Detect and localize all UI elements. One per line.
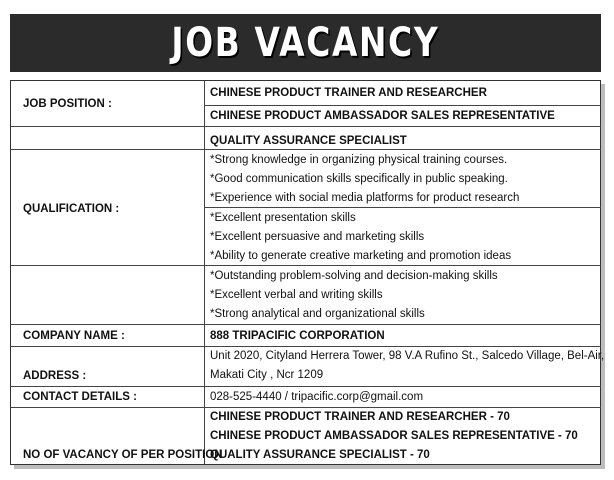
address-line: Makati City , Ncr 1209 [210, 369, 324, 381]
vacancy-count-item: CHINESE PRODUCT TRAINER AND RESEARCHER - 70 [210, 411, 510, 423]
job-position-label: JOB POSITION : [23, 98, 112, 110]
qualification-item: *Experience with social media platforms for product research [210, 192, 520, 204]
row-divider [204, 207, 601, 208]
row-divider [11, 324, 601, 325]
contact-details-value: 028-525-4440 / tripacific.corp@gmail.com [210, 391, 424, 403]
row-divider [11, 265, 601, 266]
qualification-item: *Strong analytical and organizational skills [210, 308, 425, 320]
address-label: ADDRESS : [23, 370, 87, 382]
qualification-item: *Outstanding problem-solving and decision-making skills [210, 270, 498, 282]
vacancy-count-item: CHINESE PRODUCT AMBASSADOR SALES REPRESENTATIVE - 70 [210, 430, 578, 442]
title-banner [10, 14, 601, 72]
vacancy-table [10, 80, 605, 465]
qualification-label: QUALIFICATION : [23, 203, 120, 215]
qualification-item: *Good communication skills specifically in public speaking. [210, 173, 508, 185]
row-divider [11, 386, 601, 387]
job-position-2: CHINESE PRODUCT AMBASSADOR SALES REPRESENTATIVE [210, 110, 555, 122]
page-title: JOB VACANCY [171, 20, 440, 66]
vacancy-count-label: NO OF VACANCY OF PER POSITION [23, 449, 223, 461]
job-position-1: CHINESE PRODUCT TRAINER AND RESEARCHER [210, 87, 487, 99]
company-name-label: COMPANY NAME : [23, 330, 125, 342]
qualification-item: *Excellent verbal and writing skills [210, 289, 383, 301]
job-position-3: QUALITY ASSURANCE SPECIALIST [210, 135, 407, 147]
qualification-item: *Strong knowledge in organizing physical training courses. [210, 154, 508, 166]
vacancy-count-item: QUALITY ASSURANCE SPECIALIST - 70 [210, 449, 430, 461]
row-divider [11, 126, 601, 127]
qualification-item: *Ability to generate creative marketing and promotion ideas [210, 250, 512, 262]
qualification-item: *Excellent persuasive and marketing skills [210, 231, 425, 243]
qualification-item: *Excellent presentation skills [210, 212, 356, 224]
row-divider [204, 105, 601, 106]
contact-details-label: CONTACT DETAILS : [23, 391, 137, 403]
company-name-value: 888 TRIPACIFIC CORPORATION [210, 330, 385, 342]
address-line: Unit 2020, Cityland Herrera Tower, 98 V.A Rufino St., Salcedo Village, Bel-Air, [210, 350, 605, 362]
